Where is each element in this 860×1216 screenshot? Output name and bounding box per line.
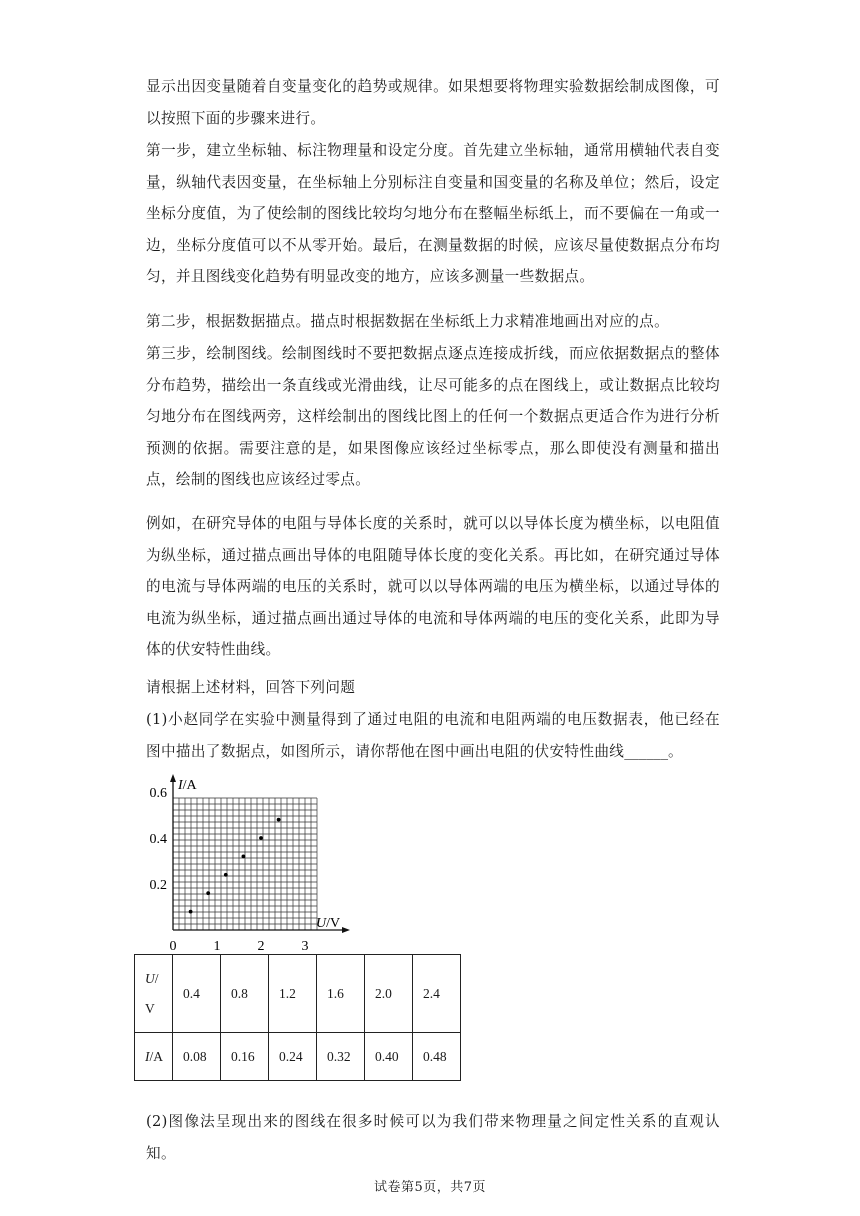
table-cell: 2.0 [365, 955, 413, 1033]
question-two: (2)图像法呈现出来的图线在很多时候可以为我们带来物理量之间定性关系的直观认知。 [146, 1113, 720, 1162]
data-point [242, 855, 246, 859]
page-footer: 试卷第5页，共7页 [373, 1180, 487, 1195]
paragraph-step-three: 第三步，绘制图线。绘制图线时不要把数据点逐点连接成折线，而应依据数据点的整体分布趋势，描绘出一条直线或光滑曲线，让尽可能多的点在图线上，或让数据点比较均匀地分布在图线两旁，这样绘制出的图线比图上的任何一个数据点更适合作为进行分析预测的依据。需要注意的是，如果图像应该经过坐标零点，那么即使没有测量和描出点，绘制的图线也应该经过零点。 [146, 345, 720, 489]
data-point [206, 891, 210, 895]
x-axis-unit: /V [326, 916, 341, 931]
x-tick-label: 1 [213, 939, 221, 954]
table-row-voltage [135, 955, 461, 1033]
y-axis-var: I [178, 778, 183, 793]
paragraph-step-two: 第二步，根据数据描点。描点时根据数据在坐标纸上力求精准地画出对应的点。 [146, 313, 670, 330]
data-point [259, 836, 263, 840]
y-tick-label: 0.2 [149, 878, 167, 893]
table-cell: 0.40 [365, 1033, 413, 1081]
chart-points [189, 818, 281, 914]
table-cell: 0.8 [221, 955, 269, 1033]
voltage-var: U [145, 970, 155, 986]
current-var: I [145, 1048, 150, 1064]
x-axis-arrow [342, 927, 350, 933]
iv-chart [140, 770, 360, 955]
table-cell: 0.24 [269, 1033, 317, 1081]
data-point [224, 873, 228, 877]
paragraph-example: 例如，在研究导体的电阻与导体长度的关系时，就可以以导体长度为横坐标，以电阻值为纵坐标，通过描点画出导体的电阻随导体长度的变化关系。再比如，在研究通过导体的电流与导体两端的电压的关系时，就可以以导体两端的电压为横坐标，以通过导体的电流为纵坐标，通过描点画出通过导体的电流和导体两端的电压的变化关系，此即为导体的伏安特性曲线。 [146, 515, 720, 659]
paragraph-intro-continued: 显示出因变量随着自变量变化的趋势或规律。如果想要将物理实验数据绘制成图像，可以按照下面的步骤来进行。 [146, 78, 720, 127]
x-tick-label: 2 [257, 939, 265, 954]
table-header-current [135, 1033, 173, 1081]
question-one [146, 704, 720, 767]
data-point [277, 818, 281, 822]
data-point [189, 910, 193, 914]
y-axis-unit: /A [182, 778, 197, 793]
table-cell: 1.6 [317, 955, 365, 1033]
table-cell: 2.4 [413, 955, 461, 1033]
paragraph-step-one: 第一步，建立坐标轴、标注物理量和设定分度。首先建立坐标轴，通常用横轴代表自变量，纵轴代表因变量，在坐标轴上分别标注自变量和国变量的名称及单位；然后，设定坐标分度值，为了使绘制的图线比较均匀地分布在整幅坐标纸上，而不要偏在一角或一边，坐标分度值可以不从零开始。最后，在测量数据的时候，应该尽量使数据点分布均匀，并且图线变化趋势有明显改变的地方，应该多测量一些数据点。 [146, 142, 720, 286]
voltage-unit: V [145, 1000, 155, 1016]
chart-grid [173, 798, 317, 930]
y-axis-label [177, 778, 198, 793]
table-row-current [135, 1033, 461, 1081]
table-cell: 1.2 [269, 955, 317, 1033]
answer-blank[interactable]: ______。 [624, 742, 683, 760]
y-axis-arrow [170, 774, 176, 782]
table-header-voltage [135, 955, 173, 1033]
current-unit: /A [149, 1048, 163, 1064]
question-one-text: (1)小赵同学在实验中测量得到了通过电阻的电流和电阻两端的电压数据表，他已经在图中描出了数据点，如图所示，请你帮他在图中画出电阻的伏安特性曲线 [146, 711, 720, 760]
x-tick-label: 0 [169, 939, 177, 954]
table-cell: 0.32 [317, 1033, 365, 1081]
x-axis-label [316, 916, 340, 931]
y-tick-label: 0.4 [149, 832, 167, 847]
table-cell: 0.4 [173, 955, 221, 1033]
data-table [134, 954, 461, 1081]
table-cell: 0.16 [221, 1033, 269, 1081]
x-tick-label: 3 [301, 939, 309, 954]
x-axis-var: U [316, 916, 327, 931]
voltage-slash: / [154, 970, 159, 986]
table-cell: 0.48 [413, 1033, 461, 1081]
table-cell: 0.08 [173, 1033, 221, 1081]
paragraph-prompt: 请根据上述材料，回答下列问题 [146, 679, 356, 696]
y-tick-label: 0.6 [149, 786, 167, 801]
